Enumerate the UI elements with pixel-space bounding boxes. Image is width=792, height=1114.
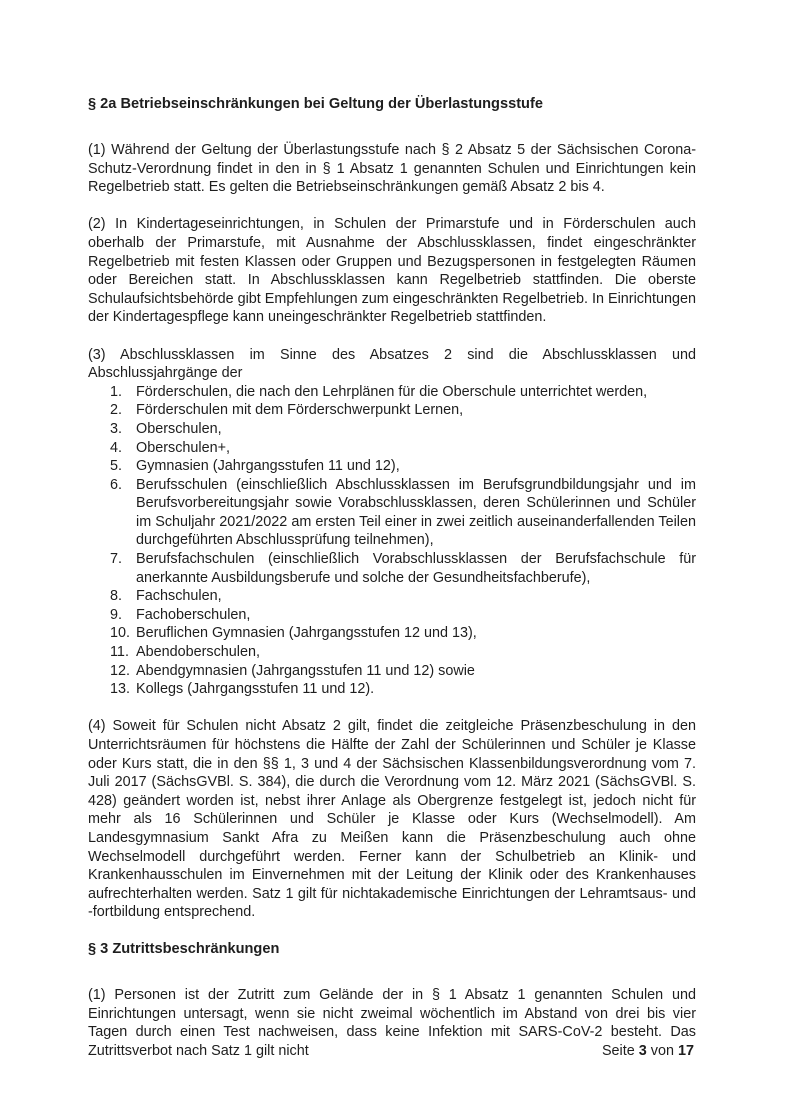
list-item-number: 9. — [110, 606, 123, 623]
list-item-text: Förderschulen, die nach den Lehrplänen für die Oberschule unterrichtet werden, — [136, 383, 648, 400]
list-item-text: Oberschulen, — [136, 420, 222, 437]
list-item — [88, 606, 696, 625]
list-item-text: Förderschulen mit dem Förderschwerpunkt Lernen, — [136, 402, 464, 419]
section-3-paragraph-1: (1) Personen ist der Zutritt zum Gelände der in § 1 Absatz 1 genannten Schulen und Einrichtungen untersagt, wenn sie nicht zweimal wöchentlich im Abstand von drei bis vier Tagen durch einen Test nachweisen, dass keine Infektion mit SARS-CoV-2 besteht. Das Zutrittsverbot nach Satz 1 gilt nicht — [88, 986, 696, 1059]
list-item — [88, 420, 696, 439]
section-2a-paragraph-1: (1) Während der Geltung der Überlastungsstufe nach § 2 Absatz 5 der Sächsischen Corona-Schutz-Verordnung findet in den in § 1 Absatz 1 genannten Schulen und Einrichtungen kein Regelbetrieb statt. Es gelten die Betriebseinschränkungen gemäß Absatz 2 bis 4. — [88, 142, 696, 196]
list-item — [88, 550, 696, 587]
list-item-number: 2. — [110, 402, 123, 419]
list-item — [88, 476, 696, 550]
list-item-number: 7. — [110, 551, 123, 568]
list-item — [88, 457, 696, 476]
section-2a-paragraph-4: (4) Soweit für Schulen nicht Absatz 2 gilt, findet die zeitgleiche Präsenzbeschulung in den Unterrichtsräumen für höchstens die Hälfte der Zahl der Schülerinnen und Schüler je Klasse oder Kurs statt, die in den §§ 1, 3 und 4 der Sächsischen Klassenbildungsverordnung vom 7. Juli 2017 (SächsGVBl. S. 384), die durch die Verordnung vom 12. März 2021 (SächsGVBl. S. 428) geändert worden ist, nebst ihrer Anlage als Obergrenze festgelegt ist, jedoch nicht für mehr als 16 Schülerinnen und Schüler je Klasse oder Kurs (Wechselmodell). Am Landesgymnasium Sankt Afra zu Meißen kann die Präsenzbeschulung auch ohne Wechselmodell durchgeführt werden. Ferner kann der Schulbetrieb an Klinik- und Krankenhausschulen im Einvernehmen mit der Leitung der Klinik oder des Krankenhauses aufrechterhalten werden. Satz 1 gilt für nichtakademische Einrichtungen der Lehramtsaus- und -fortbildung entsprechend. — [88, 718, 696, 921]
list-item-text: Kollegs (Jahrgangsstufen 11 und 12). — [136, 681, 375, 698]
list-item-number: 13. — [110, 681, 131, 698]
total-pages-number: 17 — [677, 1043, 694, 1059]
list-item-text: Gymnasien (Jahrgangsstufen 11 und 12), — [136, 458, 400, 475]
list-item-text: Fachschulen, — [136, 588, 222, 605]
list-item-number: 11. — [110, 644, 129, 661]
list-item-text: Fachoberschulen, — [136, 606, 251, 623]
page-number-footer — [602, 1043, 694, 1059]
abschlussklassen-list — [88, 383, 696, 699]
list-item-number: 12. — [110, 662, 131, 679]
section-2a-paragraph-3-intro: (3) Abschlussklassen im Sinne des Absatzes 2 sind die Abschlussklassen und Abschlussjahrgänge der — [88, 346, 696, 382]
list-item-text: Abendoberschulen, — [136, 644, 261, 661]
list-item-text: Oberschulen+, — [136, 439, 230, 456]
list-item-number: 8. — [110, 588, 123, 605]
section-2a-heading: § 2a Betriebseinschränkungen bei Geltung der Überlastungsstufe — [88, 96, 543, 112]
current-page-number: 3 — [638, 1043, 647, 1059]
list-item-number: 5. — [110, 458, 123, 475]
list-item-text: Berufsschulen (einschließlich Abschlussklassen im Berufsgrundbildungsjahr und im Berufsvorbereitungsjahr sowie Vorabschlussklassen, deren Schülerinnen und Schüler im Schuljahr 2021/2022 am ersten Teil einer in zwei zeitlich auseinanderfallenden Teilen durchgeführten Abschlussprüfung teilnehmen), — [136, 476, 696, 549]
list-item-number: 3. — [110, 420, 123, 437]
section-3-heading: § 3 Zutrittsbeschränkungen — [88, 940, 280, 957]
list-item-text: Beruflichen Gymnasien (Jahrgangsstufen 12 und 13), — [136, 625, 477, 642]
list-item-text: Berufsfachschulen (einschließlich Vorabschlussklassen der Berufsfachschule für anerkannte Ausbildungsberufe und solche der Gesundheitsfachberufe), — [136, 551, 696, 586]
list-item — [88, 643, 696, 662]
list-item — [88, 624, 696, 643]
section-2a-paragraph-2: (2) In Kindertageseinrichtungen, in Schulen der Primarstufe und in Förderschulen auch oberhalb der Primarstufe, mit Ausnahme der Abschlussklassen, findet eingeschränkter Regelbetrieb mit festen Klassen oder Gruppen und Bezugspersonen in festgelegten Räumen oder Bereichen statt. In Abschlussklassen kann Regelbetrieb stattfinden. Die oberste Schulaufsichtsbehörde gibt Empfehlungen zum eingeschränkten Regelbetrieb. In Einrichtungen der Kindertagespflege kann uneingeschränkter Regelbetrieb stattfinden. — [88, 216, 696, 326]
list-item-text: Abendgymnasien (Jahrgangsstufen 11 und 12) sowie — [136, 662, 475, 679]
list-item-number: 10. — [110, 625, 131, 642]
list-item-number: 4. — [110, 439, 123, 456]
list-item — [88, 587, 696, 606]
page-label: Seite — [601, 1043, 635, 1059]
list-item — [88, 401, 696, 420]
list-item-number: 6. — [110, 476, 123, 493]
list-item-number: 1. — [110, 383, 123, 400]
list-item — [88, 439, 696, 458]
page-separator: von — [650, 1043, 674, 1059]
list-item — [88, 383, 696, 402]
list-item — [88, 662, 696, 681]
list-item — [88, 680, 696, 699]
